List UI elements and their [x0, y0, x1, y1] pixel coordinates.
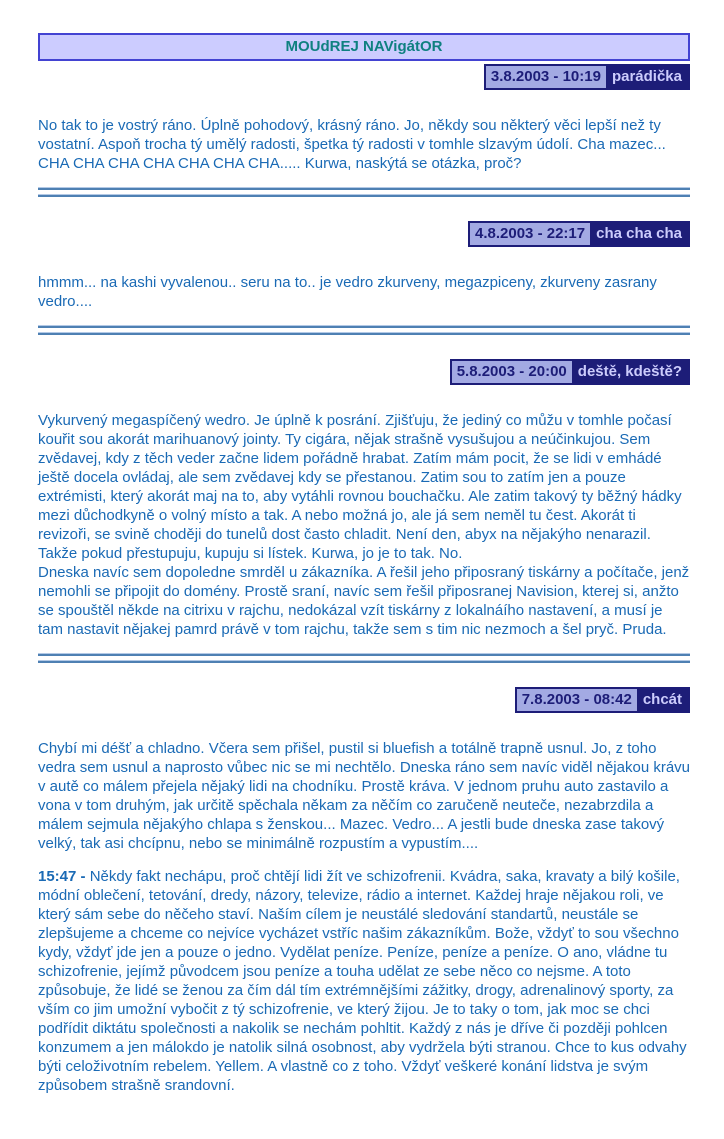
entry-header [38, 687, 690, 713]
entry-separator [38, 653, 690, 663]
entry-badge [484, 64, 690, 90]
separator-line [38, 660, 690, 663]
entry-separator [38, 325, 690, 335]
entry-badge [450, 359, 690, 385]
entry-title: parádička [606, 66, 688, 88]
separator-line [38, 332, 690, 335]
entry-text: Někdy fakt nechápu, proč chtějí lidi žít ve schizofrenii. Kvádra, saka, kravaty a bilý košile, módní oblečení, tetování, dredy, názory, televize, rádio a internet. Každej hraje nějakou roli, ve který sám sebe do něčeho staví. Naším cílem je neustálé sledování standartů, neustále se zlepšujeme a chceme co nejvíce vycházet vstříc našim zákazníkům. Bože, vždyť to sou všechno kydy, vždyť jde jen a pouze o jedno. Vydělat peníze. Peníze, peníze a peníze. O ano, vládne tu schizofrenie, jejímž původcem jsou peníze a touha udělat ze sebe něco co nejsme. A toto způsobuje, že lidé se ženou za čím dál tím extrémnějšími zážitky, drogy, adrenalinový sporty, za vším co jim umožní vybočit z tý schizofrenie, ve který žijou. Je to taky o tom, jak moc se chci podřídit diktátu společnosti a nakolik se nechám pohltit. Každý z nás je dříve či později pohlcen konzumem a jen málokdo je natolik silná osobnost, aby vydržela býti stranou. Chce to kus odvahy býti celoživotním rebelem. Yellem. A vlastně co z toho. Vždyť veškeré konání lidstva je svým způsobem strašně srandovní. [38, 868, 687, 1094]
entry-text: Dneska navíc sem dopoledne smrděl u zákazníka. A řešil jeho připosraný tiskárny a počítače, jenž nemohli se připojit do domény. Prostě sraní, navíc sem řešil připosranej Navision, kterej si, anžto se spouštěl někde na citrixu v rajchu, nedokázal vzít tiskárny z lokalnáího nastavení, a musí je tam nastavit nějakej pamrd právě v tom rajchu, takže sem s tim nic nezmoch a šel pryč. Pruda. [38, 564, 690, 638]
separator-line [38, 194, 690, 197]
entry-separator [38, 187, 690, 197]
entry-body [38, 116, 690, 173]
entry-paragraph: No tak to je vostrý ráno. Úplně pohodový, krásný ráno. Jo, někdy sou některý věci lepší než ty vostatní. Aspoň trocha tý umělý radosti, špetka tý radosti v tomhle slzavým údolí. Cha mazec... CHA CHA CHA CHA CHA CHA CHA..... Kurwa, naskýtá se otázka, proč? [38, 117, 666, 172]
entry-date: 7.8.2003 - 08:42 [517, 689, 637, 711]
entry-body [38, 411, 690, 639]
separator-line [38, 653, 690, 656]
entry-date: 4.8.2003 - 22:17 [470, 223, 590, 245]
separator-line [38, 325, 690, 328]
separator-line [38, 187, 690, 190]
entry-text: Vykurvený megaspíčený wedro. Je úplně k posrání. Zjišťuju, že jediný co můžu v tomhle počasí kouřit sou akorát marihuanový jointy. Ty cigára, nějak strašně vysušujou a neúčinkujou. Sem zvědavej, kdy z těch veder začne lidem pořádně hrabat. Zatím mám pocit, že se lidi v emhádé ještě docela ovládaj, ale sem zvědavej kdy se přestanou. Zatim sou to zatím jen a pouze extrémisti, který akorát maj na to, aby vytáhli rovnou bouchačku. Ale zatim takový ty běžný hádky mezi důchodkyně o volný místo a tak. A nebo možná jo, ale já sem neměl tu čest. Akorát ti revizoři, se svině choději do tunelů dost často chladit. Není den, abyx na nějakýho nenarazil. Takže pokud přestupuju, kupuju si lístek. Kurwa, jo je to tak. No. [38, 412, 682, 562]
blog-entry [38, 64, 690, 197]
blog-entry [38, 687, 690, 1095]
entry-badge [468, 221, 690, 247]
entry-paragraph [38, 867, 690, 1095]
blog-entry [38, 359, 690, 663]
entry-title: cha cha cha [590, 223, 688, 245]
site-title: MOUdREJ NAVigátOR [285, 38, 443, 55]
entry-header [38, 64, 690, 90]
entry-title: chcát [637, 689, 688, 711]
blog-entry [38, 221, 690, 335]
entry-body [38, 273, 690, 311]
entry-title: deště, kdeště? [572, 361, 688, 383]
entry-date: 5.8.2003 - 20:00 [452, 361, 572, 383]
entry-date: 3.8.2003 - 10:19 [486, 66, 606, 88]
entry-paragraph [38, 411, 690, 639]
entry-time-prefix: 15:47 - [38, 868, 86, 885]
entry-badge [515, 687, 690, 713]
entry-body [38, 739, 690, 1095]
entry-header [38, 359, 690, 385]
entry-paragraph: hmmm... na kashi vyvalenou.. seru na to.. je vedro zkurveny, megazpiceny, zkurveny zasrany vedro.... [38, 274, 657, 310]
entry-header [38, 221, 690, 247]
entry-paragraph: Chybí mi déšť a chladno. Včera sem přišel, pustil si bluefish a totálně trapně usnul. Jo, z toho vedra sem usnul a naprosto vůbec nic se mi nechtělo. Dneska ráno sem navíc viděl nějakou krávu v autě co málem přejela nějaký lidi na chodníku. Prostě kráva. V jednom pruhu auto zastavilo a vona v tom druhým, jak určitě spěchala někam za něčím co zaručeně neuteče, nezabrzdila a málem sejmula nějakýho chlapa s ženskou... Mazec. Vedro... A jestli bude dneska zase takový velký, tak asi chcípnu, nebo se minimálně rozpustím a vypustím.... [38, 740, 691, 852]
site-banner-link[interactable] [38, 33, 690, 61]
